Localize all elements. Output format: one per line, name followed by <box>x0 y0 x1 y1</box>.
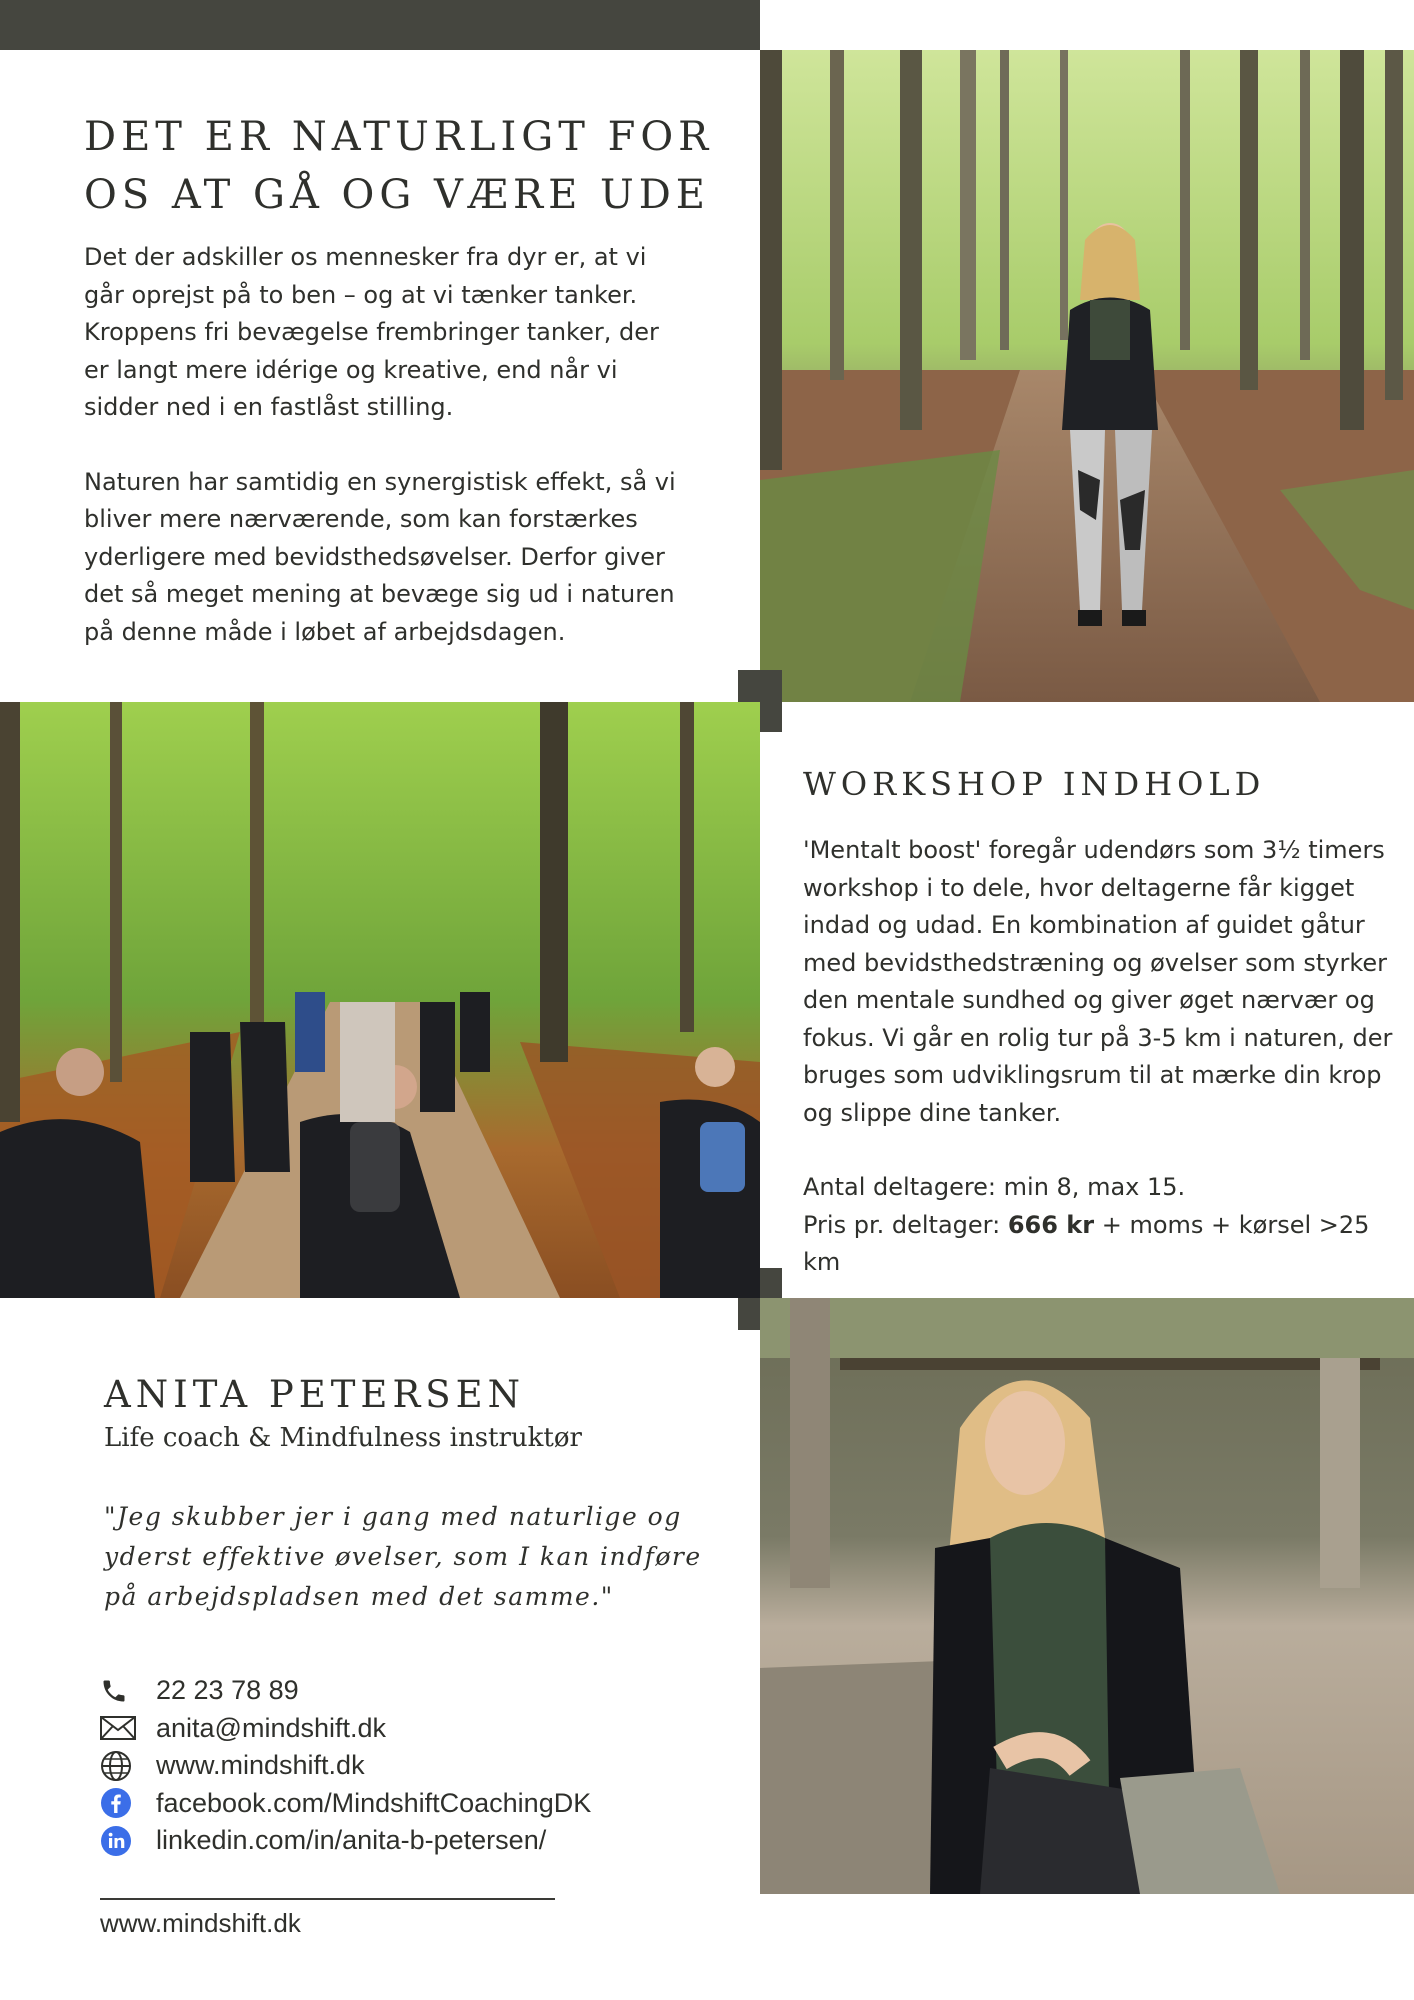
envelope-icon <box>100 1713 138 1743</box>
phone-number: 22 23 78 89 <box>156 1675 299 1706</box>
globe-icon <box>100 1751 138 1781</box>
intro-heading-line1: DET ER NATURLIGT FOR <box>84 114 714 160</box>
contact-linkedin[interactable] <box>100 1822 591 1860</box>
top-accent-bar <box>0 0 760 50</box>
price-suffix: + moms + kørsel >25 km <box>803 1210 1370 1276</box>
workshop-heading: WORKSHOP INDHOLD <box>803 765 1266 803</box>
portrait-photo <box>760 1298 1414 1894</box>
phone-icon <box>100 1676 138 1706</box>
workshop-participants: Antal deltagere: min 8, max 15. <box>803 1173 1186 1201</box>
contact-email[interactable] <box>100 1710 591 1748</box>
footer-website[interactable]: www.mindshift.dk <box>100 1908 301 1938</box>
linkedin-icon <box>100 1826 138 1856</box>
footer-divider <box>100 1898 555 1900</box>
profile-name: ANITA PETERSEN <box>104 1373 526 1416</box>
intro-heading-line2: OS AT GÅ OG VÆRE UDE <box>84 172 710 218</box>
intro-heading <box>84 108 713 224</box>
email-address: anita@mindshift.dk <box>156 1712 387 1743</box>
contact-website[interactable] <box>100 1747 591 1785</box>
intro-paragraph-2: Naturen har samtidig en synergistisk effekt, så vi bliver mere nærværende, som kan forstærkes yderligere med bevidsthedsøvelser. Derfor giver det så meget mening at bevæge sig ud i naturen på denne måde i løbet af arbejdsdagen. <box>84 467 676 646</box>
workshop-body <box>803 832 1393 1282</box>
intro-paragraph-1: Det der adskiller os mennesker fra dyr er, at vi går oprejst på to ben – og at vi tænker tanker. Kroppens fri bevægelse frembringer tanker, der er langt mere idérige og kreative, end når vi sidder ned i en fastlåst stilling. <box>84 243 659 421</box>
forest-walk-photo <box>760 50 1414 702</box>
contact-facebook[interactable] <box>100 1785 591 1823</box>
profile-title: Life coach & Mindfulness instruktør <box>104 1423 582 1453</box>
contact-list <box>100 1672 591 1860</box>
price-amount: 666 kr <box>1007 1210 1095 1239</box>
contact-phone[interactable] <box>100 1672 591 1710</box>
price-prefix: Pris pr. deltager: <box>803 1210 1008 1239</box>
workshop-price <box>803 1207 1393 1282</box>
linkedin-url: linkedin.com/in/anita-b-petersen/ <box>156 1825 547 1856</box>
profile-quote: "Jeg skubber jer i gang med naturlige og yderst effektive øvelser, som I kan indføre på arbejdspladsen med det samme." <box>104 1502 702 1611</box>
intro-body <box>84 239 684 651</box>
facebook-url: facebook.com/MindshiftCoachingDK <box>156 1787 592 1818</box>
facebook-icon <box>100 1788 138 1818</box>
website-url: www.mindshift.dk <box>156 1750 365 1781</box>
workshop-paragraph: 'Mentalt boost' foregår udendørs som 3½ timers workshop i to dele, hvor deltagerne får kigget indad og udad. En kombination af guidet gåtur med bevidsthedstræning og øvelser som styrker den mentale sundhed og giver øget nærvær og fokus. Vi går en rolig tur på 3-5 km i naturen, der bruges som udviklingsrum til at mærke din krop og slippe dine tanker. <box>803 836 1393 1127</box>
group-hike-photo <box>0 702 760 1298</box>
